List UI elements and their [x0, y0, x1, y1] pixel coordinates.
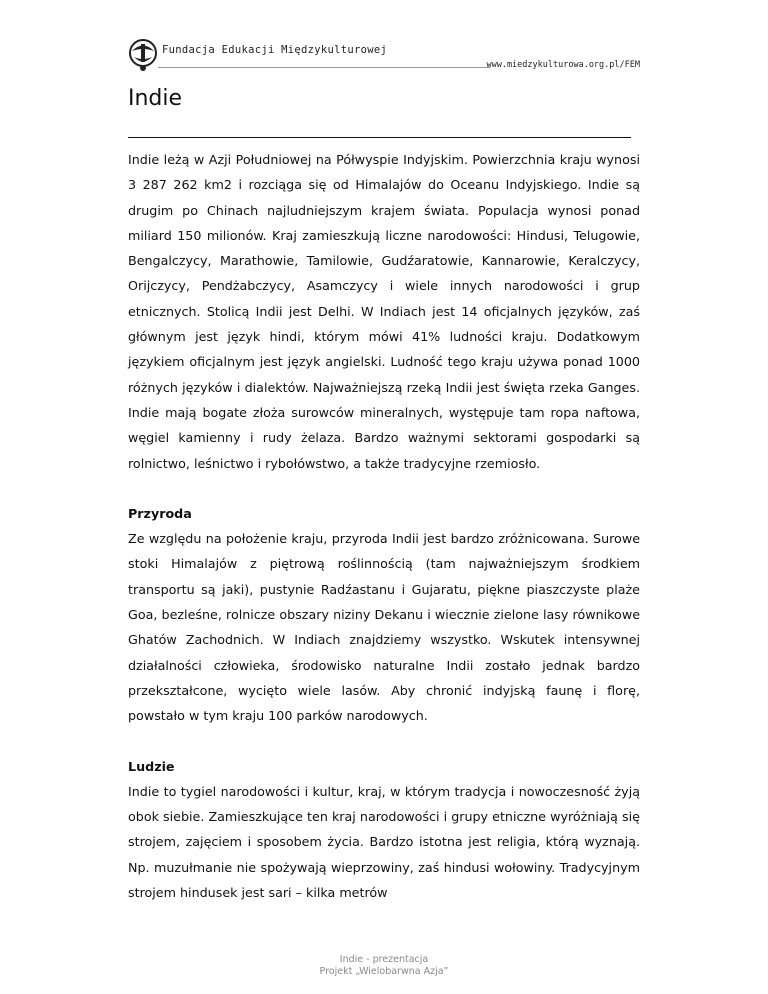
header-divider [158, 67, 490, 68]
section-heading-przyroda: Przyroda [128, 505, 192, 521]
organization-name: Fundacja Edukacji Międzykulturowej [162, 44, 388, 56]
document-body [128, 147, 640, 905]
intro-paragraph: Indie leżą w Azji Południowej na Półwyspie Indyjskim. Powierzchnia kraju wynosi 3 287 262 km2 i rozciąga się od Himalajów do Oceanu Indyjskiego. Indie są drugim po Chinach najludniejszym krajem świata. Populacja wynosi ponad miliard 150 milionów. Kraj zamieszkują liczne narodowości: Hindusi, Telugowie, Bengalczycy, Marathowie, Tamilowie, Gudźaratowie, Kannarowie, Keralczycy, Orijczycy, Pendżabczycy, Asamczycy i wiele innych narodowości i grup etnicznych. Stolicą Indii jest Delhi. W Indiach jest 14 oficjalnych języków, zaś głównym jest język hindi, którym mówi 41% ludności kraju. Dodatkowym językiem oficjalnym jest język angielski. Ludność tego kraju używa ponad 1000 różnych języków i dialektów. Najważniejszą rzeką Indii jest święta rzeka Ganges. Indie mają bogate złoża surowców mineralnych, występuje tam ropa naftowa, węgiel kamienny i rudy żelaza. Bardzo ważnymi sektorami gospodarki są rolnictwo, leśnictwo i rybołówstwo, a także tradycyjne rzemiosło. [128, 152, 640, 471]
section-heading-ludzie: Ludzie [128, 758, 175, 774]
page-title: Indie [128, 86, 183, 111]
page-footer [0, 954, 768, 978]
organization-url[interactable]: www.miedzykulturowa.org.pl/FEM [486, 60, 640, 70]
section-spacer [128, 476, 640, 501]
page-header [128, 38, 640, 78]
footer-line-2: Projekt „Wielobarwna Azja” [319, 966, 449, 977]
footer-line-1: Indie - prezentacja [339, 954, 429, 965]
section-body-ludzie: Indie to tygiel narodowości i kultur, kraj, w którym tradycja i nowoczesność żyją obok siebie. Zamieszkujące ten kraj narodowości i grupy etniczne wyróżniają się strojem, zajęciem i sposobem życia. Bardzo istotna jest religia, którą wyznają. Np. muzułmanie nie spożywają wieprzowiny, zaś hindusi wołowiny. Tradycyjnym strojem hindusek jest sari – kilka metrów [128, 783, 640, 901]
section-spacer [128, 729, 640, 754]
foundation-logo [128, 38, 158, 72]
title-underline [128, 137, 631, 138]
section-body-przyroda: Ze względu na położenie kraju, przyroda Indii jest bardzo zróżnicowana. Surowe stoki Himalajów z piętrową roślinnością (tam najważniejszym środkiem transportu są jaki), pustynie Radźastanu i Gujaratu, piękne piaszczyste plaże Goa, bezleśne, rolnicze obszary niziny Dekanu i wiecznie zielone lasy równikowe Ghatów Zachodnich. W Indiach znajdziemy wszystko. Wskutek intensywnej działalności człowieka, środowisko naturalne Indii zostało jednak bardzo przekształcone, wycięto wiele lasów. Aby chronić indyjską faunę i florę, powstało w tym kraju 100 parków narodowych. [128, 531, 640, 724]
